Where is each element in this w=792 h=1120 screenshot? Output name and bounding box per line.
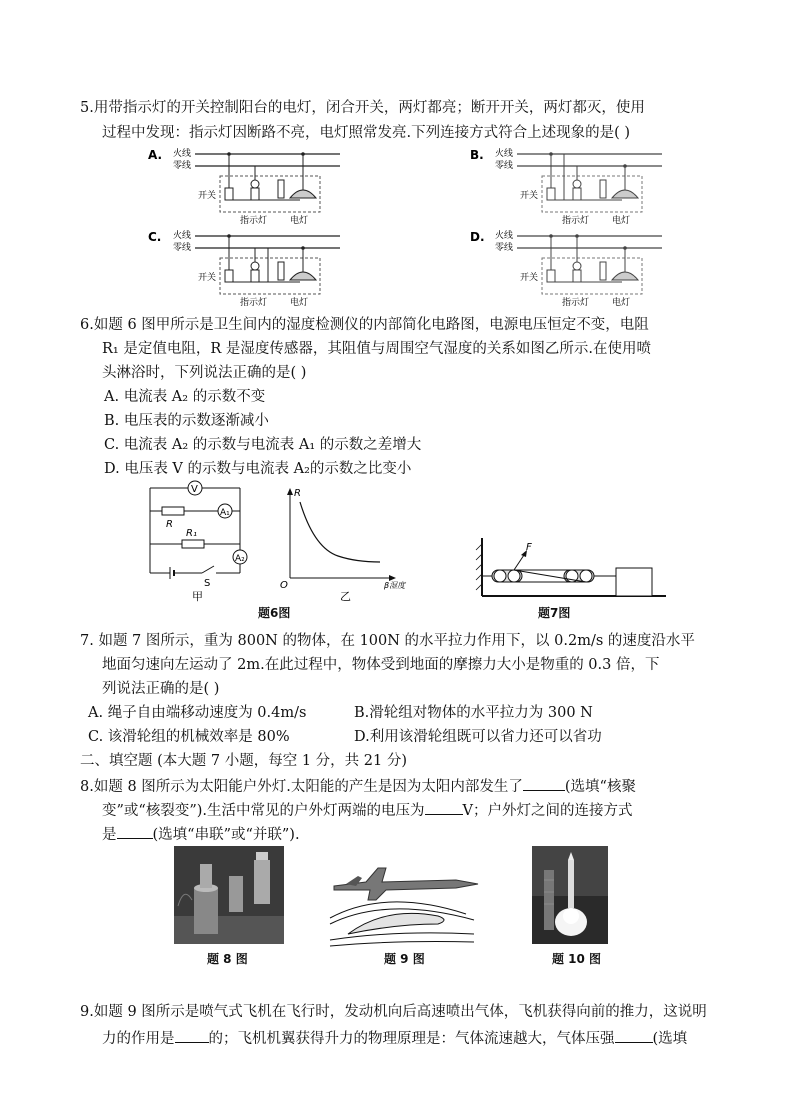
resistance-curve	[300, 502, 380, 562]
resistor-r1-label: R₁	[186, 528, 197, 539]
indicator-label: 指示灯	[240, 298, 268, 308]
q9-blank-pressure[interactable]	[615, 1028, 653, 1043]
q6-stem-line2: R₁ 是定值电阻，R 是湿度传感器，其阻值与周围空气湿度的关系如图乙所示.在使用喷	[102, 341, 651, 357]
q8-line2	[102, 800, 633, 820]
indicator-label: 指示灯	[562, 216, 590, 226]
q6-stem-line1: 6.如题 6 图甲所示是卫生间内的湿度检测仪的内部简化电路图，电源电压恒定不变，电阻	[80, 317, 649, 333]
fig10-caption: 题 10 图	[552, 952, 602, 966]
lamp-label: 电灯	[612, 216, 631, 226]
neutral-wire-label: 零线	[173, 243, 192, 253]
fig9-jet-wing-diagram	[326, 858, 482, 950]
fig9-caption: 题 9 图	[384, 952, 425, 966]
voltmeter-label: V	[191, 484, 198, 495]
neutral-wire-label: 零线	[495, 161, 514, 171]
q6-stem-line3: 头淋浴时，下列说法正确的是( )	[102, 365, 307, 381]
q5-option-b-circuit[interactable]	[462, 146, 662, 226]
ammeter-a1-label: A₁	[220, 508, 230, 518]
q8-line2-text: 变”或“核裂变”).生活中常见的户外灯两端的电压为	[102, 803, 425, 819]
q5-stem-line2: 过程中发现：指示灯因断路不亮，电灯照常发亮.下列连接方式符合上述现象的是( )	[102, 125, 631, 141]
q7-option-a[interactable]: A. 绳子自由端移动速度为 0.4m/s	[88, 705, 307, 721]
q5-option-a-circuit[interactable]	[140, 146, 340, 226]
option-letter: B.	[470, 148, 484, 162]
q8-line1-text: 8.如题 8 图所示为太阳能户外灯.太阳能的产生是因为太阳内部发生了	[80, 779, 523, 795]
q6-option-a[interactable]: A. 电流表 A₂ 的示数不变	[104, 389, 266, 405]
q6-option-c[interactable]: C. 电流表 A₂ 的示数与电流表 A₁ 的示数之差增大	[104, 437, 422, 453]
q9-line2-text: 力的作用是	[102, 1031, 175, 1047]
q9-line2-middle: 的；飞机机翼获得升力的物理原理是：气体流速越大，气体压强	[208, 1031, 615, 1047]
fig8-caption: 题 8 图	[207, 952, 248, 966]
q5-option-d-circuit[interactable]	[462, 228, 662, 308]
q8-line3-suffix: (选填“串联”或“并联”).	[152, 827, 300, 843]
q9-line2-suffix: (选填	[652, 1031, 688, 1047]
live-wire-label: 火线	[173, 231, 192, 241]
lamp-label: 电灯	[290, 216, 309, 226]
q8-line1	[80, 776, 636, 796]
indicator-label: 指示灯	[240, 216, 268, 226]
q6-option-d[interactable]: D. 电压表 V 的示数与电流表 A₂的示数之比变小	[104, 461, 412, 477]
live-wire-label: 火线	[173, 149, 192, 159]
lamp-label: 电灯	[290, 298, 309, 308]
q6-option-b[interactable]: B. 电压表的示数逐渐减小	[104, 413, 269, 429]
graph-yi-label: 乙	[340, 590, 351, 603]
q7-option-d[interactable]: D.利用该滑轮组既可以省力还可以省功	[354, 729, 602, 745]
q8-blank-connection[interactable]	[117, 824, 153, 839]
q5-stem-line1: 5.用带指示灯的开关控制阳台的电灯，闭合开关，两灯都亮；断开开关，两灯都灭，使用	[80, 100, 645, 116]
q7-stem-line1: 7. 如题 7 图所示，重为 800N 的物体，在 100N 的水平拉力作用下，以 0.2m/s 的速度沿水平	[80, 633, 695, 649]
q8-line1-suffix: (选填“核聚	[564, 779, 636, 795]
fig10-rocket-launch-photo	[532, 846, 608, 944]
section-fill-in-heading: 二、填空题 (本大题 7 小题，每空 1 分，共 21 分)	[80, 753, 407, 769]
switch-s-label: S	[204, 578, 211, 589]
q9-blank-force-mutual[interactable]	[175, 1028, 209, 1043]
live-wire-label: 火线	[495, 231, 514, 241]
switch-label: 开关	[198, 273, 217, 283]
q5-option-c-circuit[interactable]	[140, 228, 340, 308]
q9-line1: 9.如题 9 图所示是喷气式飞机在飞行时，发动机向后高速喷出气体，飞机获得向前的推力，这说明	[80, 1004, 707, 1020]
q8-line2-suffix: V；户外灯之间的连接方式	[462, 803, 633, 819]
switch-label: 开关	[198, 191, 217, 201]
switch-label: 开关	[520, 191, 539, 201]
neutral-wire-label: 零线	[495, 243, 514, 253]
q6-circuit-diagram	[140, 478, 255, 603]
lamp-label: 电灯	[612, 298, 631, 308]
q8-line3-text: 是	[102, 827, 117, 843]
fig6-caption: 题6图	[258, 606, 291, 620]
q9-line2	[102, 1028, 687, 1048]
q8-line3	[102, 824, 300, 844]
force-f-label: F	[526, 542, 532, 553]
graph-x-axis-label: β湿度	[384, 581, 406, 590]
fig7-caption: 题7图	[538, 606, 571, 620]
ammeter-a2-label: A₂	[235, 554, 245, 564]
q6-resistance-humidity-graph	[280, 486, 405, 603]
q8-blank-voltage[interactable]	[425, 800, 463, 815]
option-letter: A.	[148, 148, 163, 162]
sensor-r-label: R	[166, 519, 173, 530]
circuit-jia-label: 甲	[192, 590, 203, 603]
q7-pulley-diagram	[470, 538, 666, 600]
neutral-wire-label: 零线	[173, 161, 192, 171]
live-wire-label: 火线	[495, 149, 514, 159]
option-letter: C.	[148, 230, 162, 244]
q7-option-c[interactable]: C. 该滑轮组的机械效率是 80%	[88, 729, 290, 745]
q7-stem-line3: 列说法正确的是( )	[102, 681, 220, 697]
graph-origin-label: O	[280, 580, 288, 591]
graph-y-axis-label: R	[294, 488, 301, 499]
indicator-label: 指示灯	[562, 298, 590, 308]
switch-label: 开关	[520, 273, 539, 283]
q7-stem-line2: 地面匀速向左运动了 2m.在此过程中，物体受到地面的摩擦力大小是物重的 0.3 倍，下	[102, 657, 660, 673]
q7-option-b[interactable]: B.滑轮组对物体的水平拉力为 300 N	[354, 705, 593, 721]
option-letter: D.	[470, 230, 485, 244]
q8-blank-fusion[interactable]	[523, 776, 565, 791]
fig8-solar-lamp-photo	[174, 846, 284, 944]
